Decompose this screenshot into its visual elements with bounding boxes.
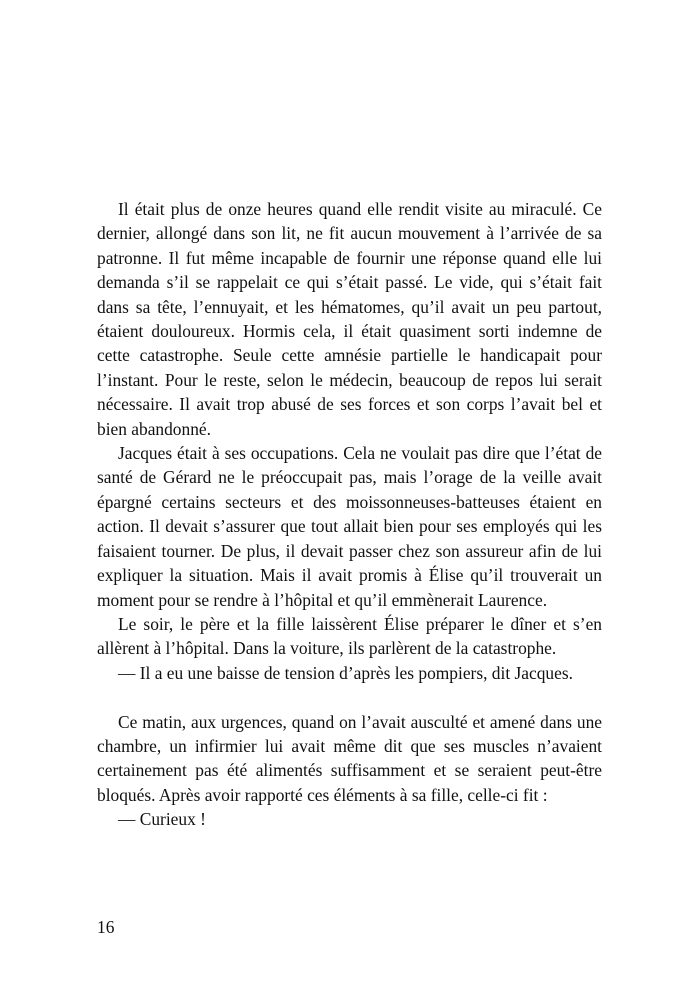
paragraph-4: Ce matin, aux urgences, quand on l’avait ausculté et amené dans une chambre, un infirmier lui avait même dit que ses muscles n’avaient certainement pas été alimentés suffisamment et se seraient peut-être bloqués. Après avoir rapporté ces éléments à sa fille, celle-ci fit :	[97, 711, 602, 805]
section-break	[97, 685, 602, 709]
paragraph-1: Il était plus de onze heures quand elle rendit visite au miraculé. Ce dernier, allongé dans son lit, ne fit aucun mouvement à l’arrivée de sa patronne. Il fut même incapable de fournir une réponse quand elle lui demanda s’il se rappelait ce qui s’était passé. Le vide, qui s’était fait dans sa tête, l’ennuyait, et les hématomes, qu’il avait un peu partout, étaient douloureux. Hormis cela, il était quasiment sorti indemne de cette catastrophe. Seule cette amnésie partielle le handicapait pour l’instant. Pour le reste, selon le médecin, beaucoup de repos lui serait nécessaire. Il avait trop abusé de ses forces et son corps l’avait bel et bien abandonné.	[97, 199, 602, 439]
paragraph-2: Jacques était à ses occupations. Cela ne voulait pas dire que l’état de santé de Gérard ne le préoccupait pas, mais l’orage de la veille avait épargné certains secteurs et des moissonneuses-batteuses étaient en action. Il devait s’assurer que tout allait bien pour ses employés qui les faisaient tourner. De plus, il devait passer chez son assureur afin de lui expliquer la situation. Mais il avait promis à Élise qu’il trouverait un moment pour se rendre à l’hôpital et qu’il emmènerait Laurence.	[97, 443, 602, 610]
paragraph-3: Le soir, le père et la fille laissèrent Élise préparer le dîner et s’en allèrent à l’hôpital. Dans la voiture, ils parlèrent de la catastrophe.	[97, 613, 602, 659]
page-number: 16	[97, 917, 115, 937]
dialogue-line-1: — Il a eu une baisse de tension d’après les pompiers, dit Jacques.	[118, 662, 573, 683]
body-text	[97, 197, 602, 832]
dialogue-line-2: — Curieux !	[118, 809, 206, 830]
